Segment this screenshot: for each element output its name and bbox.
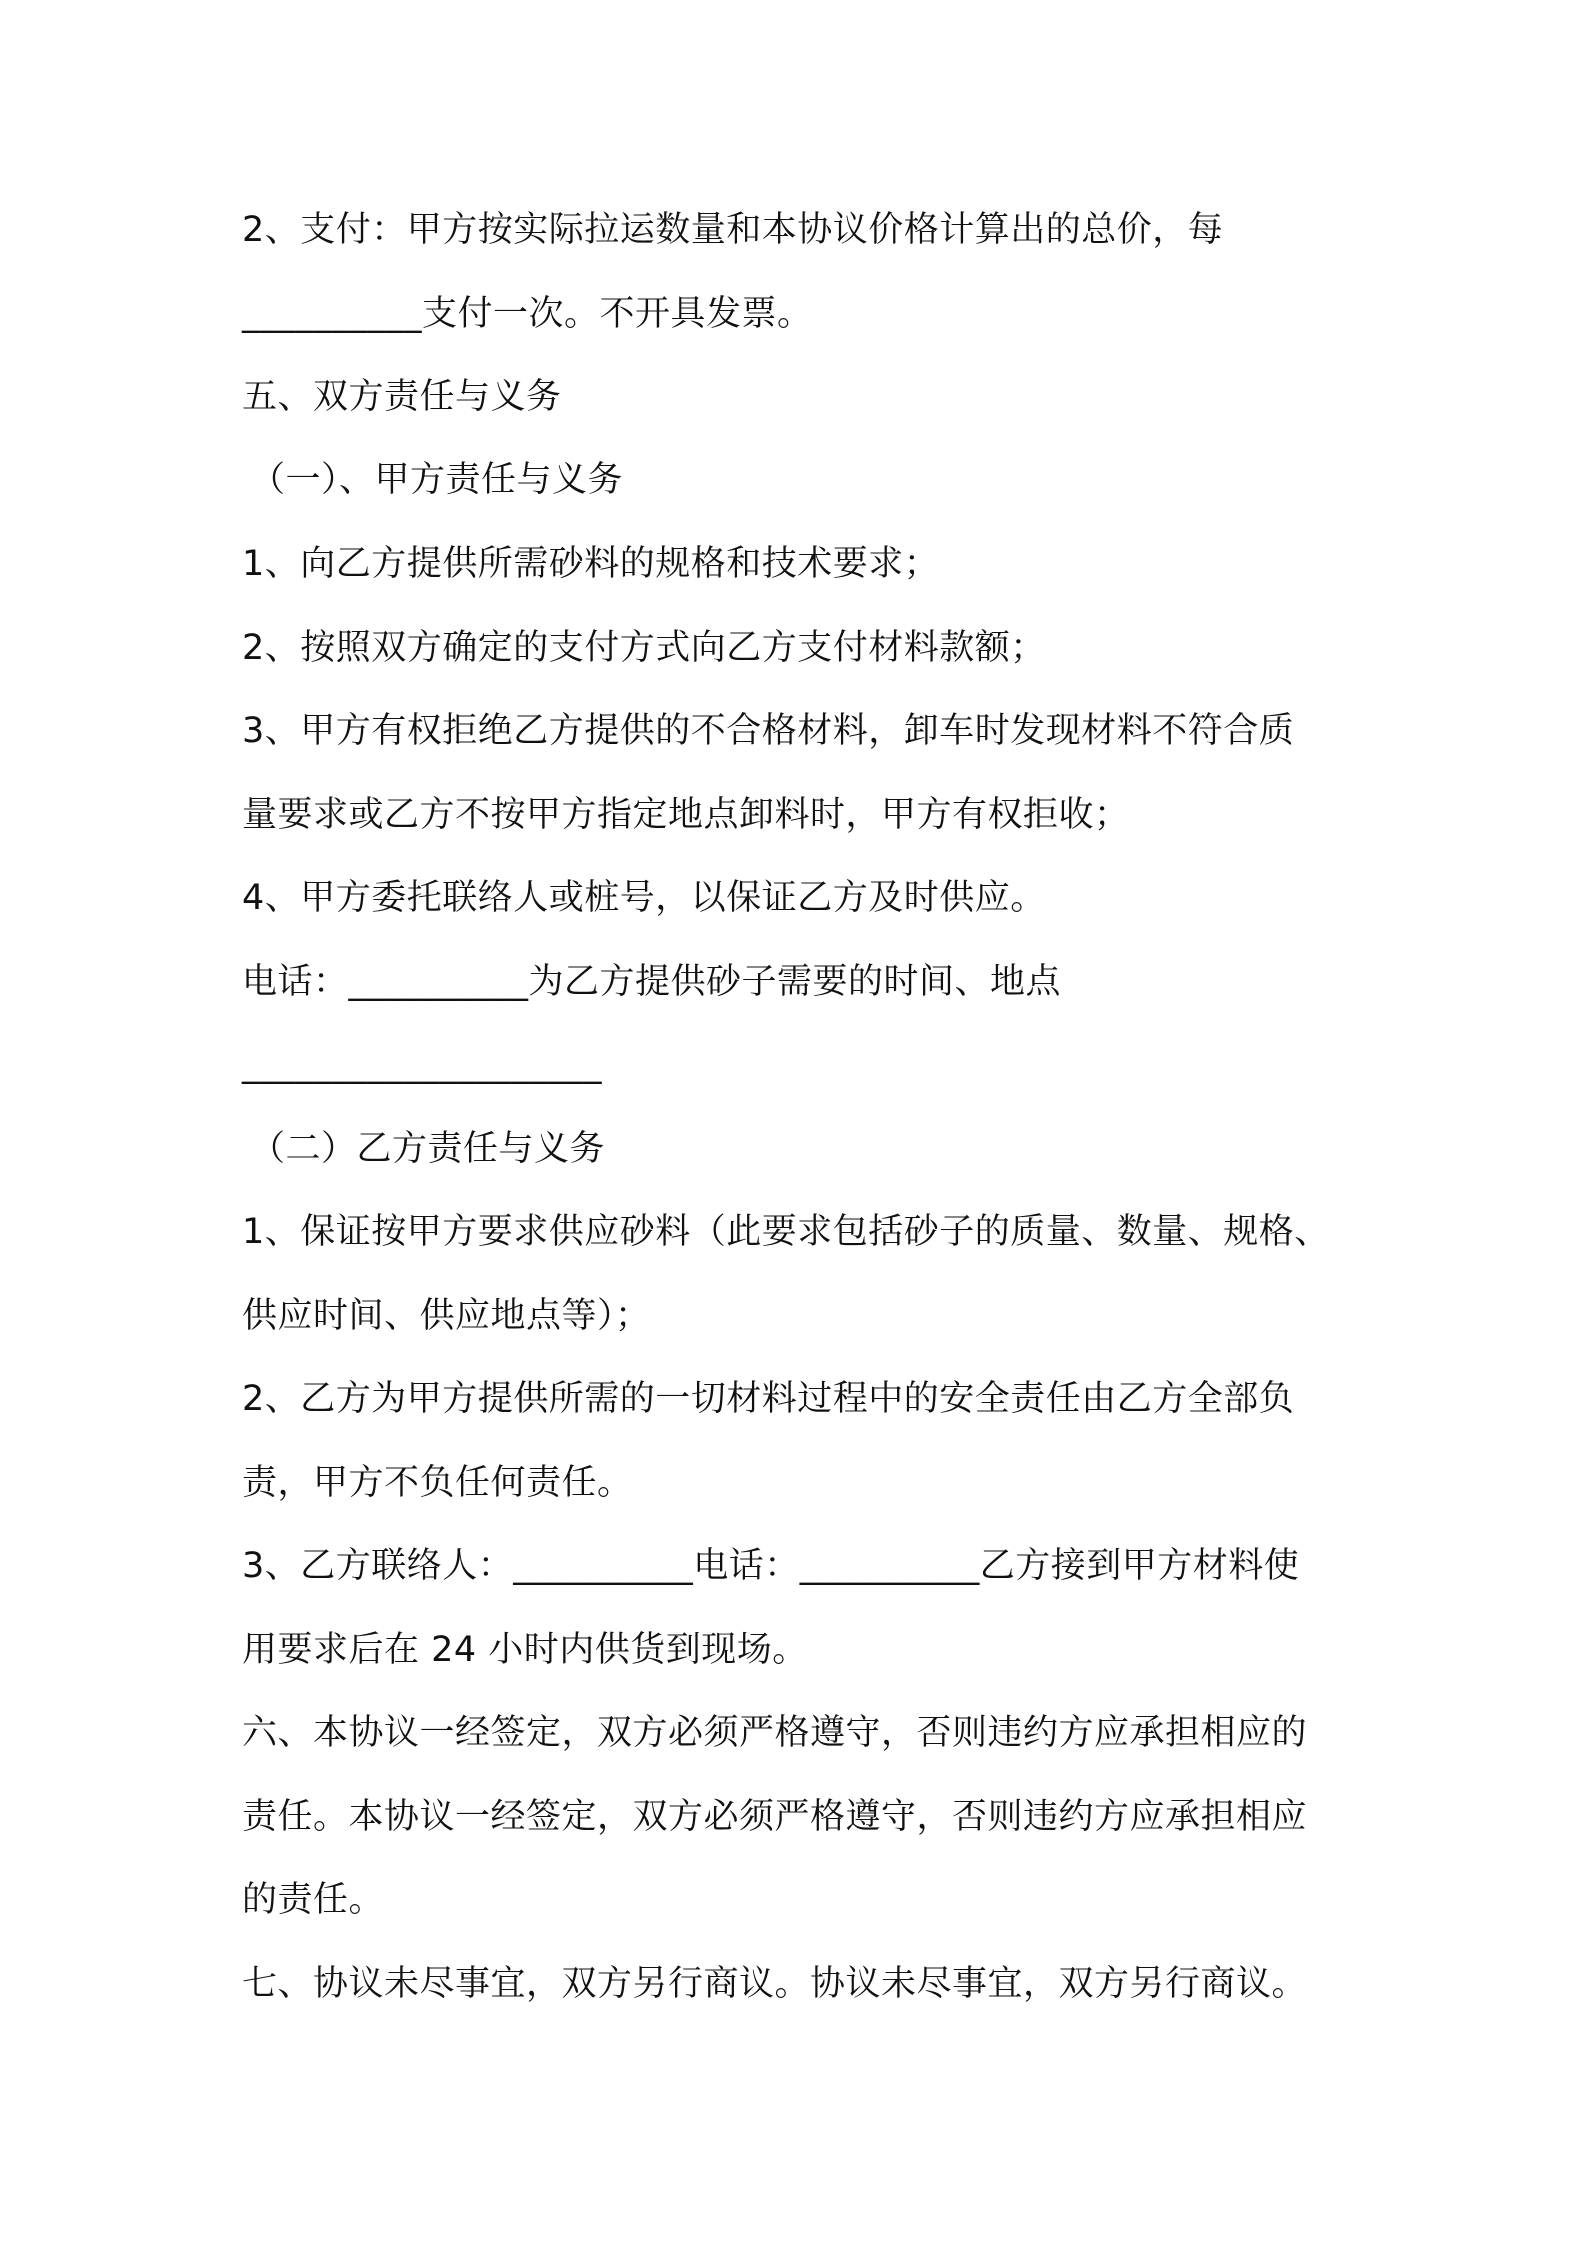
payment-clause-line-1: 2、支付：甲方按实际拉运数量和本协议价格计算出的总价，每 — [242, 210, 1224, 250]
party-a-item-3-line-1: 3、甲方有权拒绝乙方提供的不合格材料，卸车时发现材料不符合质 — [242, 711, 1295, 751]
party-a-item-1: 1、向乙方提供所需砂料的规格和技术要求； — [242, 544, 940, 584]
party-b-item-2-line-2: 责，甲方不负任何责任。 — [242, 1463, 633, 1503]
party-b-item-2-line-1: 2、乙方为甲方提供所需的一切材料过程中的安全责任由乙方全部负 — [242, 1379, 1295, 1419]
party-b-item-3-line-1: 3、乙方联络人：__________电话：__________乙方接到甲方材料使 — [242, 1546, 1300, 1586]
party-a-item-2: 2、按照双方确定的支付方式向乙方支付材料款额； — [242, 628, 1046, 668]
party-a-item-3-line-2: 量要求或乙方不按甲方指定地点卸料时，甲方有权拒收； — [242, 795, 1130, 835]
blank-underline: ____________________ — [242, 1045, 602, 1085]
party-b-item-1-line-1: 1、保证按甲方要求供应砂料（此要求包括砂子的质量、数量、规格、 — [242, 1212, 1330, 1252]
subsection-heading-party-b: （二）乙方责任与义务 — [250, 1129, 606, 1169]
phone-line: 电话：__________为乙方提供砂子需要的时间、地点 — [242, 962, 1062, 1002]
party-a-item-4: 4、甲方委托联络人或桩号，以保证乙方及时供应。 — [242, 878, 1046, 918]
section-heading-duties: 五、双方责任与义务 — [242, 377, 562, 417]
section-six-line-2: 责任。本协议一经签定，双方必须严格遵守，否则违约方应承担相应 — [242, 1797, 1308, 1837]
section-six-line-3: 的责任。 — [242, 1880, 385, 1920]
section-seven: 七、协议未尽事宜，双方另行商议。协议未尽事宜，双方另行商议。 — [242, 1964, 1308, 2004]
payment-clause-line-2: __________支付一次。不开具发票。 — [242, 294, 813, 334]
party-b-item-3-line-2: 用要求后在 24 小时内供货到现场。 — [242, 1630, 808, 1670]
section-six-line-1: 六、本协议一经签定，双方必须严格遵守，否则违约方应承担相应的 — [242, 1713, 1308, 1753]
subsection-heading-party-a: （一）、甲方责任与义务 — [250, 460, 624, 500]
party-b-item-1-line-2: 供应时间、供应地点等）； — [242, 1296, 651, 1336]
